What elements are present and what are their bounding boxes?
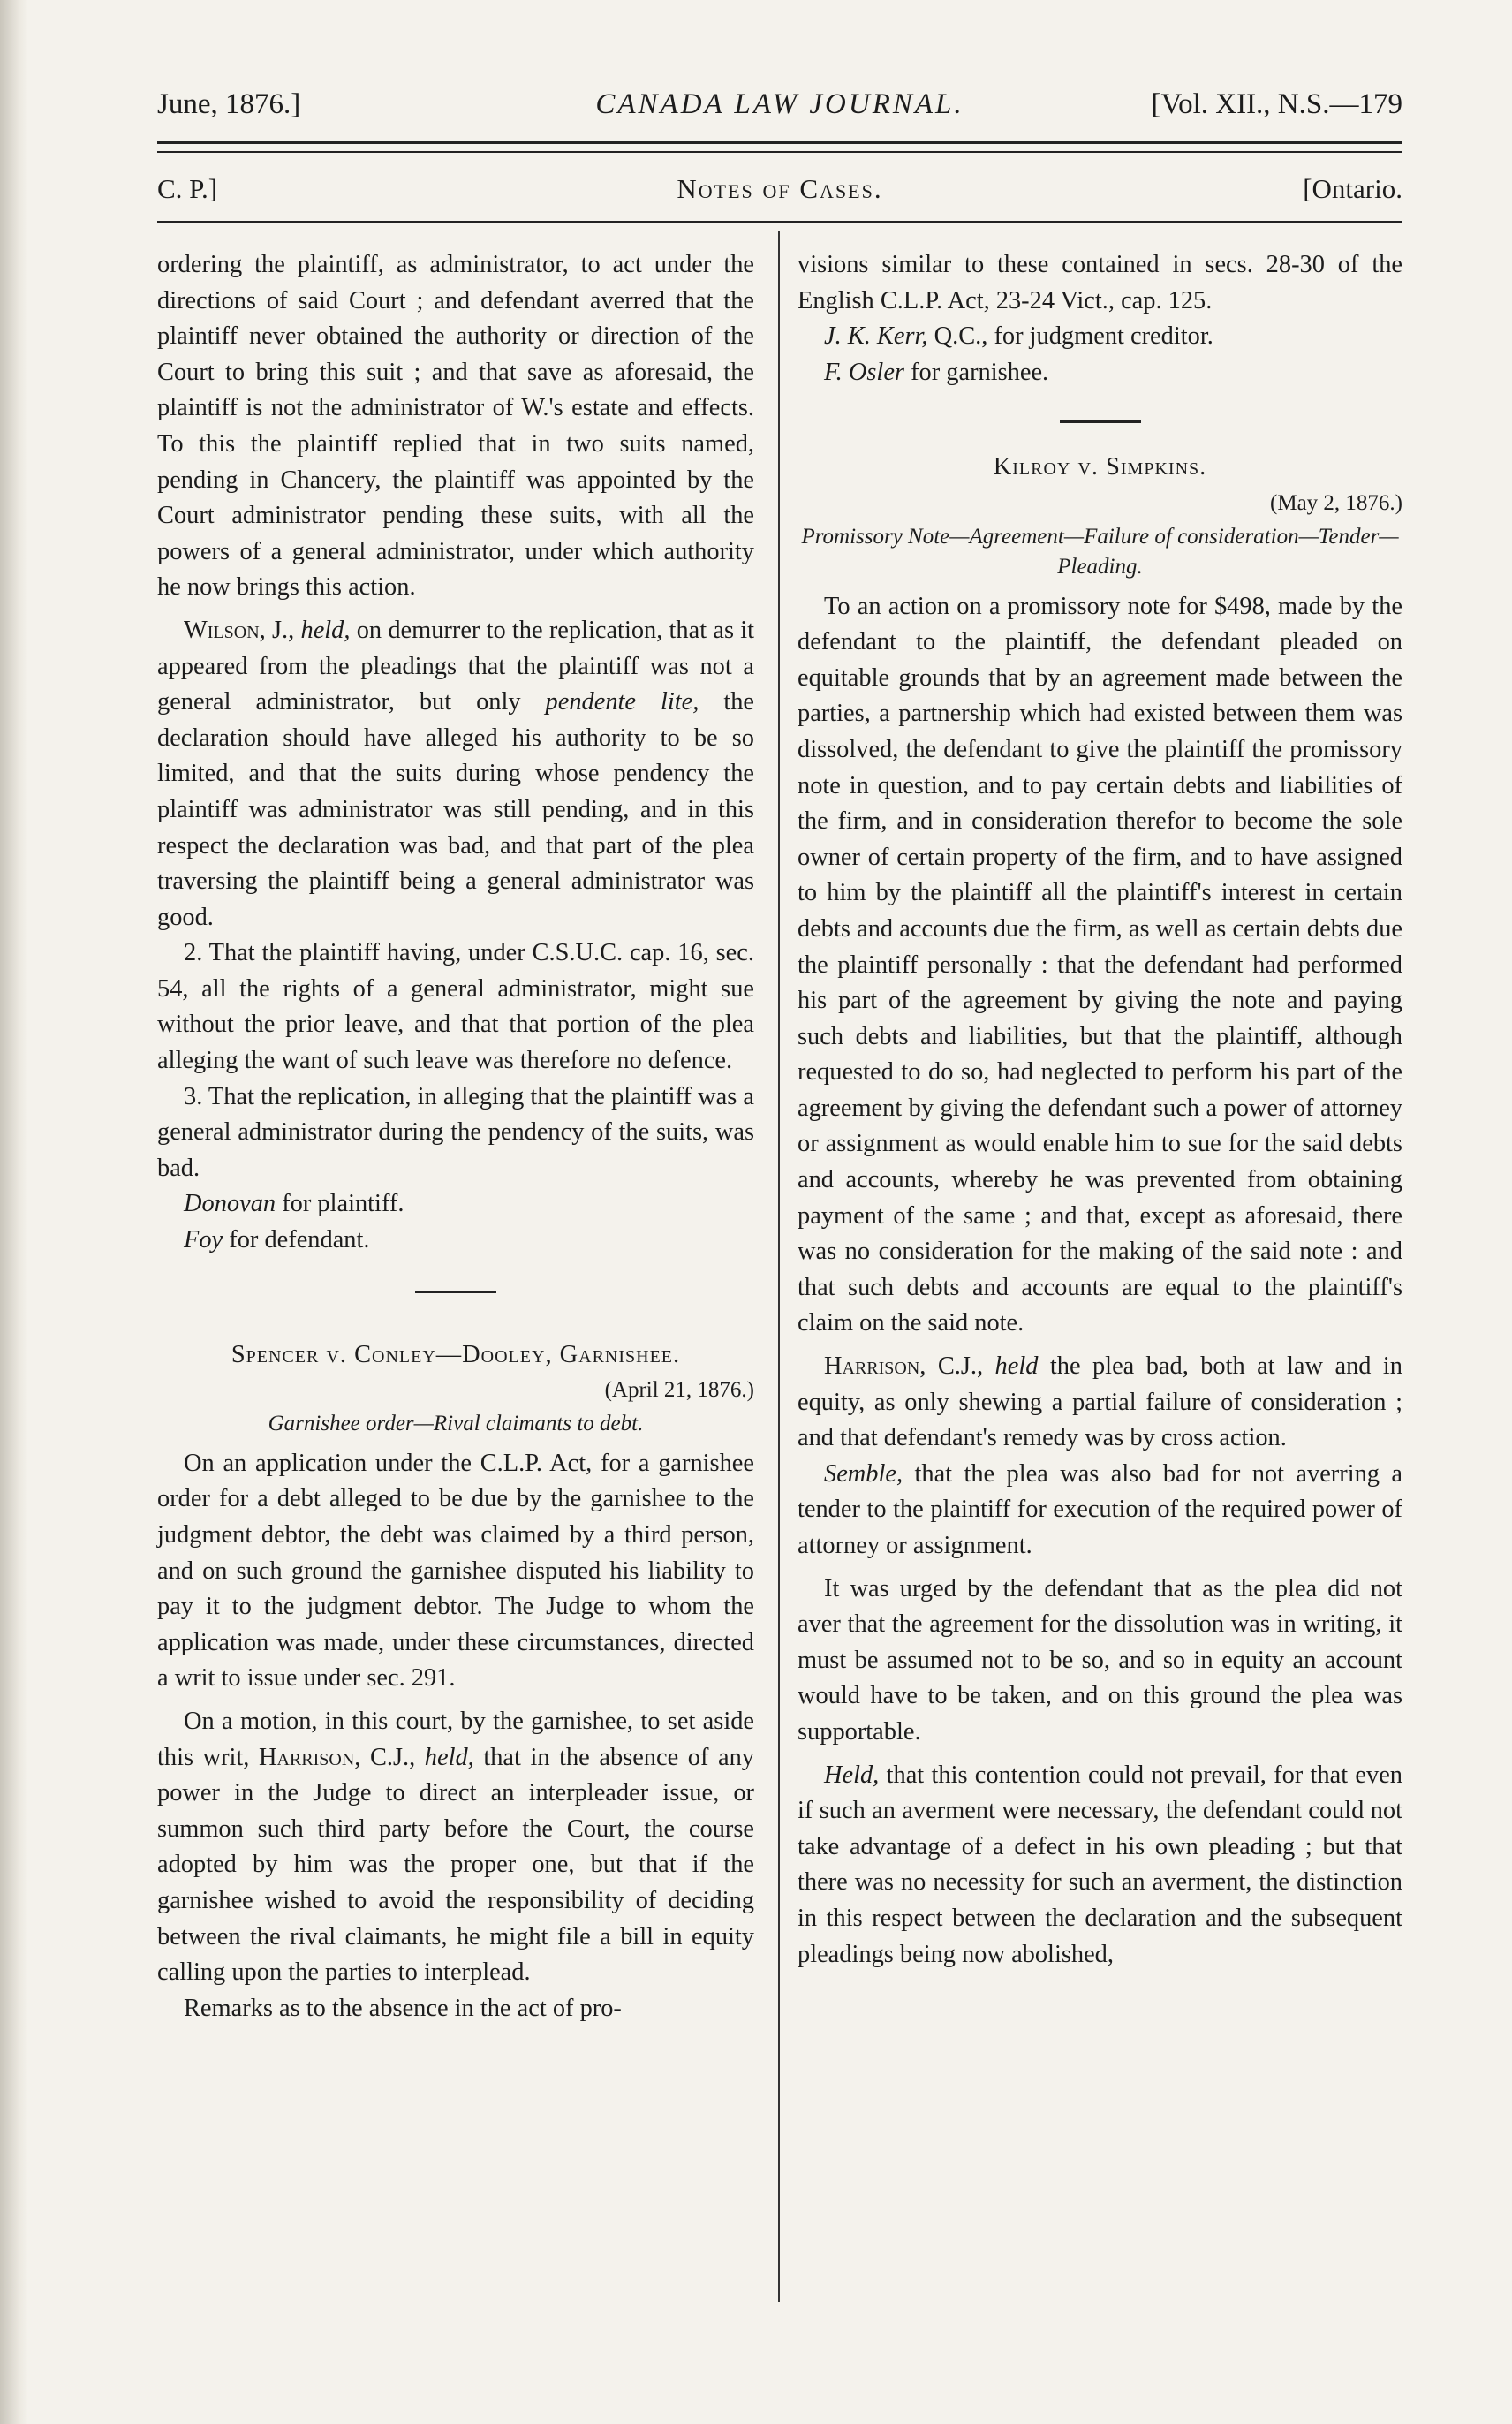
- right-column: [798, 247, 1402, 1973]
- judge-name: Harrison, C.J.,: [824, 1352, 984, 1381]
- held-word: held: [994, 1352, 1039, 1381]
- case-headnote: Promissory Note—Agreement—Failure of consideration—Tender—Pleading.: [801, 524, 1399, 579]
- paragraph-continuation: visions similar to these contained in secs. 28-30 of the English C.L.P. Act, 23-24 Vict., cap. 125.: [798, 251, 1402, 314]
- judge-name: Wilson, J.,: [184, 616, 295, 644]
- paragraph-holding-3: 3. That the replication, in alleging that the plaintiff was a general administrator during the pendency of the suits, was bad.: [157, 1082, 754, 1182]
- case-date: (April 21, 1876.): [604, 1378, 754, 1403]
- column-divider: [778, 231, 780, 2302]
- case-title: Spencer v. Conley—Dooley, Garnishee.: [231, 1340, 681, 1368]
- judge-name: Harrison, C.J.,: [258, 1743, 416, 1771]
- paragraph-argument: It was urged by the defendant that as the plea did not aver that the agreement for the dissolution was in writing, it must be assumed not to be so, and so in equity an account would have to be taken, and on this ground the plea was supportable.: [798, 1574, 1402, 1746]
- paragraph-holding-2: 2. That the plaintiff having, under C.S.U.C. cap. 16, sec. 54, all the rights of a general administrator, might sue without the prior leave, and that that portion of the plea alleging the want of such leave was therefore no defence.: [157, 939, 754, 1075]
- running-head: [157, 88, 1402, 136]
- paragraph-application: On an application under the C.L.P. Act, for a garnishee order for a debt alleged to be due by the garnishee to the judgment debtor, the debt was claimed by a third person, and on such ground the garnishee disputed his liability to pay it to the judgment debtor. The Judge to whom the application was made, under these circumstances, directed a writ to issue under sec. 291.: [157, 1449, 754, 1693]
- paragraph-continuation: ordering the plaintiff, as administrator, to act under the directions of said Court ; and defendant averred that the plaintiff never obtained the authority or direction of the Court to bring this suit ; and that save as aforesaid, the plaintiff is not the administrator of W.'s estate and effects. To this the plaintiff replied that in two suits named, pending in Chancery, the plaintiff was appointed by the Court administrator pending these suits, with all the powers of a general administrator, under which authority he now brings this action.: [157, 251, 754, 602]
- journal-title: CANADA LAW JOURNAL.: [595, 88, 964, 120]
- paragraph-harrison-holding: Harrison, C.J., held the plea bad, both at law and in equity, as only shewing a partial failure of consideration ; and that defendant's remedy was by cross action.: [798, 1352, 1402, 1452]
- volume-page: [Vol. XII., N.S.—179: [1151, 88, 1402, 120]
- counsel-defendant: Foy for defendant.: [184, 1226, 370, 1254]
- case-title: Kilroy v. Simpkins.: [993, 453, 1207, 481]
- paragraph-remarks: Remarks as to the absence in the act of pro-: [184, 1994, 622, 2022]
- held-word: held,: [300, 616, 351, 644]
- counsel-judgment-creditor: J. K. Kerr, Q.C., for judgment creditor.: [824, 322, 1213, 351]
- header-double-rule: [157, 141, 1402, 153]
- latin-phrase: pendente lite,: [545, 688, 699, 716]
- paragraph-wilson-holding: Wilson, J., held, on demurrer to the replication, that as it appeared from the pleadings that the plaintiff was not a general administrator, but only pendente lite, the declaration should have alleged his authority to be so limited, and that the suits during whose pendency the plaintiff was administrator was still pending, and in this respect the declaration was bad, and that part of the plea traversing the plaintiff being a general administrator was good.: [157, 616, 755, 931]
- case-date: (May 2, 1876.): [1270, 490, 1402, 515]
- issue-date: June, 1876.]: [157, 88, 301, 120]
- section-head: [157, 173, 1402, 212]
- section-rule: [157, 221, 1402, 223]
- paragraph-final-holding: Held, that this contention could not prevail, for that even if such an averment were necessary, the defendant could not take advantage of a defect in his own pleading ; but that there was no necessity for such an averment, the distinction in this respect between the declaration and the subsequent pleadings being now abolished,: [798, 1761, 1402, 1968]
- page-binding-edge: [0, 0, 28, 2424]
- held-word: held,: [424, 1743, 474, 1771]
- case-headnote: Garnishee order—Rival claimants to debt.: [268, 1411, 644, 1435]
- counsel-garnishee: F. Osler for garnishee.: [824, 358, 1049, 386]
- counsel-plaintiff: Donovan for plaintiff.: [184, 1190, 404, 1218]
- paragraph-harrison-holding: On a motion, in this court, by the garnishee, to set aside this writ, Harrison, C.J., held, that in the absence of any power in the Judge to direct an interpleader issue, or summon such third party before the Court, the course adopted by him was the proper one, but that if the garnishee wished to avoid the responsibility of deciding between the rival claimants, he might file a bill in equity calling upon the parties to interplead.: [157, 1707, 754, 1987]
- province-label: [Ontario.: [1303, 173, 1402, 204]
- paragraph-semble: Semble, that the plea was also bad for not averring a tender to the plaintiff for execution of the required power of attorney or assignment.: [798, 1459, 1402, 1559]
- left-column: [157, 247, 754, 2026]
- section-title: Notes of Cases.: [677, 173, 883, 204]
- court-label: C. P.]: [157, 173, 218, 204]
- paragraph-facts: To an action on a promissory note for $498, made by the defendant to the plaintiff, the defendant pleaded on equitable grounds that by an agreement made between the parties, a partnership which had existed between them was dissolved, the defendant to give the plaintiff the promissory note in question, and to pay certain debts and liabilities of the firm, and in consideration therefor to become the sole owner of certain property of the firm, and to have assigned to him by the plaintiff all the plaintiff's interest in certain debts and accounts due the firm, as well as certain debts due the plaintiff personally : that the defendant had performed his part of the agreement by giving the note and paying such debts and liabilities, but that the plaintiff, although requested to do so, had neglected to perform his part of the agreement by giving the defendant such a power of attorney or assignment as would enable him to sue for the said debts and accounts, whereby he was prevented from obtaining payment of the same ; and that, except as aforesaid, there was no consideration for the making of the said note : and that such debts and accounts are equal to the plaintiff's claim on the said note.: [798, 592, 1402, 1337]
